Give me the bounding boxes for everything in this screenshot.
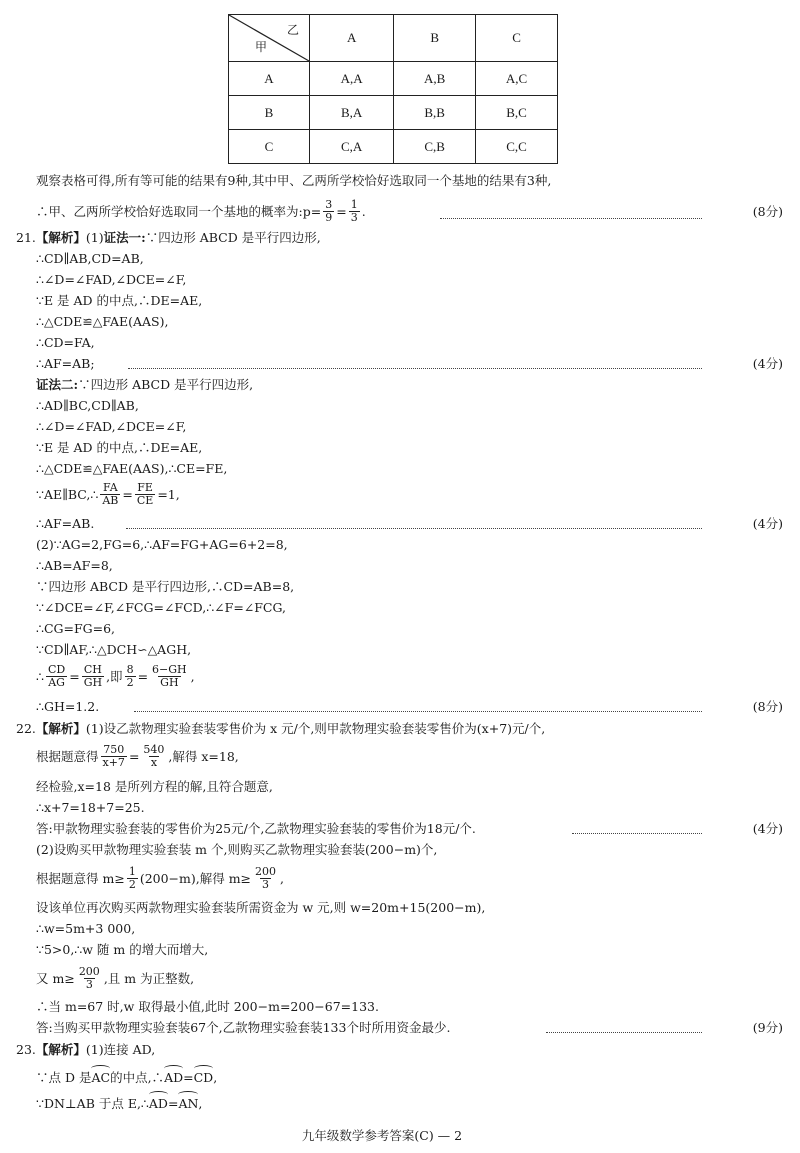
arc-notation: AN: [178, 1092, 198, 1113]
text-line: ∴△CDE≌△FAE(AAS),∴CE=FE,: [36, 461, 228, 476]
table-row: [229, 130, 558, 164]
denominator: 2: [126, 676, 134, 689]
numerator: 8: [126, 663, 134, 676]
numerator: 200: [255, 865, 277, 878]
question-number: 22.: [16, 721, 36, 736]
numerator: FE: [137, 481, 153, 494]
text-span: ∵DN⊥AB 于点 E,∴: [36, 1096, 149, 1111]
score-line: [0, 515, 800, 533]
table-cell: A,C: [476, 62, 558, 96]
denominator: CE: [136, 494, 154, 507]
text-span: .: [361, 203, 366, 219]
text-line: ∴x+7=18+7=25.: [36, 800, 145, 815]
text-span: (200−m),解得 m≥: [139, 870, 252, 886]
text-line: (2)设购买甲款物理实验套装 m 个,则购买乙款物理实验套装(200−m)个,: [36, 842, 438, 857]
outcome-table: [228, 14, 558, 164]
method-label: 证法一:: [103, 230, 146, 245]
text-span: =1,: [157, 486, 180, 502]
text-line: ∴∠D=∠FAD,∠DCE=∠F,: [36, 272, 187, 287]
analysis-tag: 【解析】: [35, 230, 86, 245]
fraction: [150, 664, 189, 689]
column-header: B: [394, 15, 476, 62]
text-span: ,: [280, 870, 285, 886]
fraction: [135, 482, 155, 507]
text-span: =: [167, 1096, 179, 1111]
fraction: [77, 966, 102, 991]
text-span: ∴AF=AB;: [36, 356, 95, 371]
arc-line: [0, 1066, 800, 1087]
text-span: 的中点,∴: [110, 1070, 165, 1085]
table-header-row: [229, 15, 558, 62]
fraction: [323, 199, 334, 224]
table-cell: C,B: [394, 130, 476, 164]
text-span: ∴AF=AB.: [36, 516, 95, 531]
numerator: 200: [78, 965, 100, 978]
table-row: [229, 62, 558, 96]
corner-label-yi: 乙: [286, 23, 299, 37]
denominator: x+7: [102, 756, 125, 769]
text-line: ∴AD∥BC,CD∥AB,: [36, 398, 139, 413]
text-line: ∴当 m=67 时,w 取得最小值,此时 200−m=200−67=133.: [36, 999, 379, 1014]
score-line: [0, 820, 800, 838]
numerator: 750: [103, 743, 125, 756]
fraction: [100, 482, 120, 507]
table-cell: B,A: [310, 96, 394, 130]
text-span: 根据题意得: [36, 748, 99, 764]
text-span: ∴: [36, 668, 44, 684]
numerator: CD: [47, 663, 66, 676]
question-number: 21.: [16, 230, 36, 245]
text-line: [0, 376, 800, 394]
denominator: 3: [350, 211, 358, 224]
table-corner-cell: [229, 15, 310, 62]
leader-dots: [134, 693, 702, 712]
score-line: [0, 355, 800, 373]
text-span: ∴GH=1.2.: [36, 699, 100, 714]
fraction: [127, 866, 138, 891]
text-line: ∴∠D=∠FAD,∠DCE=∠F,: [36, 419, 187, 434]
text-span: =: [128, 748, 140, 764]
score-line: [0, 698, 800, 716]
text-line: ∴AB=AF=8,: [36, 558, 113, 573]
text-span: ∴甲、乙两所学校恰好选取同一个基地的概率为:p=: [36, 203, 322, 219]
arc-notation: AD: [149, 1092, 168, 1113]
denominator: AB: [102, 494, 119, 507]
text-line: 经检验,x=18 是所列方程的解,且符合题意,: [36, 779, 273, 794]
denominator: x: [150, 756, 158, 769]
numerator: 1: [128, 865, 136, 878]
text-line: ∴△CDE≌△FAE(AAS),: [36, 314, 169, 329]
text-span: =: [183, 1070, 194, 1085]
row-header: A: [229, 62, 310, 96]
column-header: C: [476, 15, 558, 62]
numerator: CH: [83, 663, 102, 676]
row-header: C: [229, 130, 310, 164]
denominator: 3: [262, 878, 270, 891]
page-footer: 九年级数学参考答案(C) — 2: [301, 1128, 463, 1143]
fraction: [82, 664, 104, 689]
fraction: [253, 866, 278, 891]
score-line: [0, 1019, 800, 1037]
fraction: [46, 664, 67, 689]
table-cell: B,C: [476, 96, 558, 130]
fraction-line: [0, 866, 800, 891]
text-line: ∵E 是 AD 的中点,∴DE=AE,: [36, 440, 203, 455]
arc-notation: AD: [164, 1066, 183, 1087]
fraction: [125, 664, 136, 689]
score-mark: (4分): [752, 516, 783, 531]
denominator: AG: [48, 676, 65, 689]
text-line: (2)∵AG=2,FG=6,∴AF=FG+AG=6+2=8,: [36, 537, 288, 552]
text-span: ,解得 x=18,: [168, 748, 239, 764]
fraction: [101, 744, 127, 769]
score-mark: (4分): [752, 356, 783, 371]
leader-dots: [440, 200, 702, 219]
text-line: 设该单位再次购买两款物理实验套装所需资金为 w 元,则 w=20m+15(200−m),: [36, 900, 486, 915]
leader-dots: [546, 1014, 702, 1033]
table-cell: C,A: [310, 130, 394, 164]
text-line: ∵∠DCE=∠F,∠FCG=∠FCD,∴∠F=∠FCG,: [36, 600, 287, 615]
numerator: 3: [325, 198, 333, 211]
probability-line: [0, 199, 800, 224]
text-span: =: [69, 668, 80, 684]
arc-notation: AC: [91, 1066, 110, 1087]
numerator: 540: [143, 743, 165, 756]
fraction: [141, 744, 166, 769]
corner-label-jia: 甲: [255, 40, 268, 54]
text-span: 答:当购买甲款物理实验套装67个,乙款物理实验套装133个时所用资金最少.: [36, 1020, 451, 1035]
score-mark: (8分): [752, 204, 783, 219]
text-span: ∵四边形 ABCD 是平行四边形,: [78, 377, 254, 392]
text-line: ∵E 是 AD 的中点,∴DE=AE,: [36, 293, 203, 308]
arc-notation: CD: [194, 1066, 214, 1087]
text-span: (1)连接 AD,: [85, 1042, 156, 1057]
text-line: ∴CG=FG=6,: [36, 621, 116, 636]
text-span: (1): [85, 230, 104, 245]
text-span: ,且 m 为正整数,: [103, 970, 195, 986]
column-header: A: [310, 15, 394, 62]
fraction-line: [0, 744, 800, 769]
table-cell: A,B: [394, 62, 476, 96]
text-line: 观察表格可得,所有等可能的结果有9种,其中甲、乙两所学校恰好选取同一个基地的结果有3种,: [36, 173, 552, 188]
q21-heading: [0, 229, 780, 247]
arc-line: [0, 1092, 800, 1113]
text-line: ∴w=5m+3 000,: [36, 921, 136, 936]
analysis-tag: 【解析】: [35, 1042, 86, 1057]
text-span: 答:甲款物理实验套装的零售价为25元/个,乙款物理实验套装的零售价为18元/个.: [36, 821, 476, 836]
text-line: ∴CD∥AB,CD=AB,: [36, 251, 144, 266]
text-span: ,: [190, 668, 195, 684]
text-span: ∵点 D 是: [36, 1070, 92, 1085]
table-cell: B,B: [394, 96, 476, 130]
text-line: ∵四边形 ABCD 是平行四边形,∴CD=AB=8,: [36, 579, 295, 594]
table-cell: C,C: [476, 130, 558, 164]
text-span: ∵AE∥BC,∴: [36, 486, 99, 502]
text-span: =: [122, 486, 133, 502]
q22-heading: [0, 720, 780, 738]
leader-dots: [126, 510, 702, 529]
text-span: 又 m≥: [36, 970, 75, 986]
text-line: ∵CD∥AF,∴△DCH∽△AGH,: [36, 642, 192, 657]
denominator: 3: [85, 978, 93, 991]
numerator: 1: [350, 198, 358, 211]
denominator: GH: [160, 676, 179, 689]
score-mark: (9分): [752, 1020, 783, 1035]
question-number: 23.: [16, 1042, 36, 1057]
fraction: [349, 199, 360, 224]
score-mark: (8分): [752, 699, 783, 714]
denominator: GH: [83, 676, 103, 689]
text-line: ∴CD=FA,: [36, 335, 95, 350]
text-span: (1)设乙款物理实验套装零售价为 x 元/个,则甲款物理实验套装零售价为(x+7)元/个,: [85, 721, 546, 736]
leader-dots: [128, 350, 702, 369]
method-label: 证法二:: [36, 377, 79, 392]
score-mark: (4分): [752, 821, 783, 836]
q23-heading: [0, 1041, 780, 1059]
denominator: 9: [325, 211, 333, 224]
denominator: 2: [128, 878, 136, 891]
leader-dots: [572, 815, 702, 834]
text-span: 根据题意得 m≥: [36, 870, 125, 886]
text-span: ,: [213, 1070, 218, 1085]
table-cell: A,A: [310, 62, 394, 96]
text-span: ∵四边形 ABCD 是平行四边形,: [145, 230, 321, 245]
fraction-line: [0, 482, 800, 507]
analysis-tag: 【解析】: [35, 721, 86, 736]
text-span: ,: [198, 1096, 203, 1111]
text-span: ,即: [106, 668, 123, 684]
fraction-line: [0, 966, 800, 991]
fraction-line: [0, 664, 800, 689]
numerator: FA: [103, 481, 118, 494]
text-line: ∵5>0,∴w 随 m 的增大而增大,: [36, 942, 209, 957]
text-span: =: [336, 203, 347, 219]
table-row: [229, 96, 558, 130]
numerator: 6−GH: [152, 663, 187, 676]
text-span: =: [137, 668, 149, 684]
row-header: B: [229, 96, 310, 130]
